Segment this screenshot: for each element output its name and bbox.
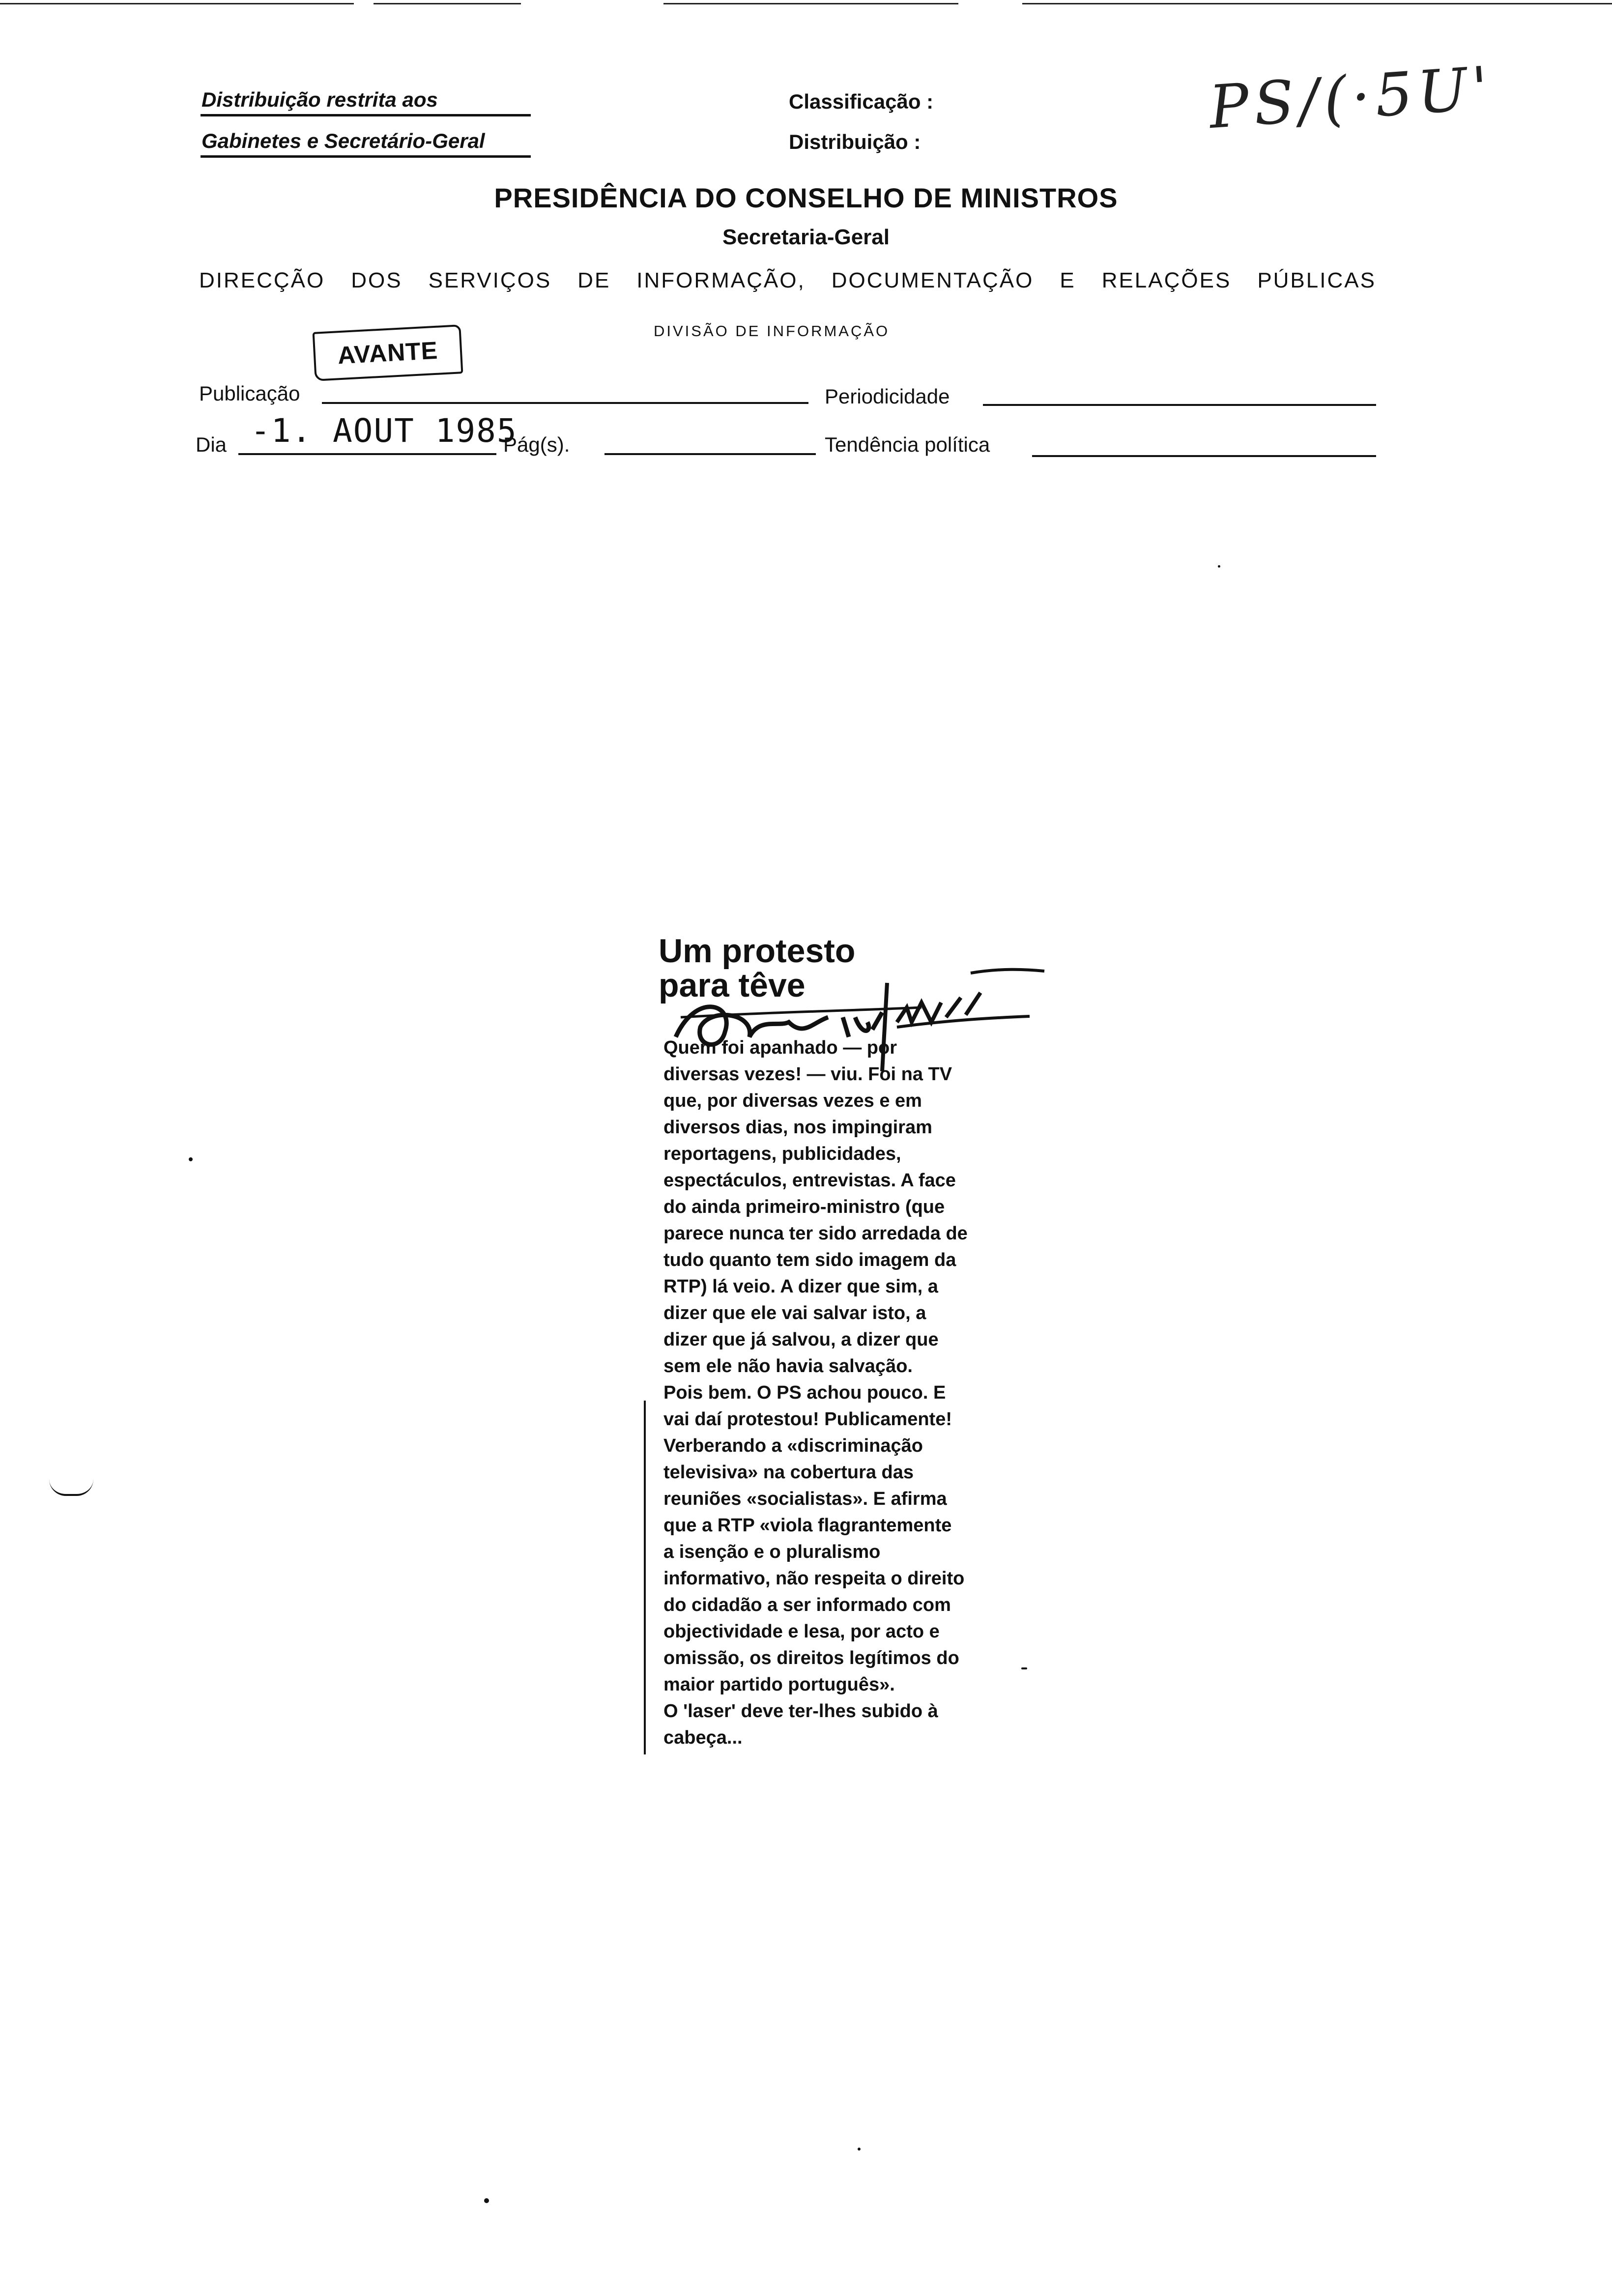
scan-speck <box>484 2198 489 2203</box>
direccao-word: PÚBLICAS <box>1257 268 1376 292</box>
scan-edge-line <box>0 3 354 4</box>
clipping-line: parece nunca ter sido arredada de <box>663 1223 968 1244</box>
clipping-line: dizer que já salvou, a dizer que <box>663 1329 939 1350</box>
scan-edge-line <box>1022 3 1612 4</box>
distribution-underline <box>201 155 531 158</box>
clipping-line: informativo, não respeita o direito <box>663 1568 965 1589</box>
classification-label: Classificação : <box>789 90 934 113</box>
scan-edge-line <box>374 3 521 4</box>
publication-field-line <box>322 402 808 404</box>
scan-edge-line <box>663 3 958 4</box>
clipping-line: Verberando a «discriminação <box>663 1435 923 1456</box>
scan-speck <box>1218 565 1220 568</box>
clipping-line: cabeça... <box>663 1727 743 1748</box>
scan-speck <box>1021 1667 1027 1669</box>
clipping-line: sem ele não havia salvação. <box>663 1356 913 1377</box>
clipping-line: a isenção e o pluralismo <box>663 1542 881 1562</box>
clipping-line: reuniões «socialistas». E afirma <box>663 1489 947 1509</box>
publication-label: Publicação <box>199 382 300 405</box>
clipping-line: diversos dias, nos impingiram <box>663 1117 932 1138</box>
clipping-line: maior partido português». <box>663 1674 895 1695</box>
clipping-line: O 'laser' deve ter-lhes subido à <box>663 1701 938 1722</box>
direccao-word: DIRECÇÃO <box>199 268 325 292</box>
pages-field-line <box>604 453 816 455</box>
page-subtitle: Secretaria-Geral <box>722 225 890 249</box>
clipping-line: dizer que ele vai salvar isto, a <box>663 1303 926 1323</box>
direccao-line <box>199 268 1376 293</box>
day-label: Dia <box>196 433 227 456</box>
clipping-line: diversas vezes! — viu. Foi na TV <box>663 1064 952 1085</box>
page-title: PRESIDÊNCIA DO CONSELHO DE MINISTROS <box>494 182 1118 213</box>
direccao-word: INFORMAÇÃO, <box>636 268 806 292</box>
pages-label: Pág(s). <box>503 433 570 456</box>
clipping-line: Pois bem. O PS achou pouco. E <box>663 1382 946 1403</box>
clipping-line: RTP) lá veio. A dizer que sim, a <box>663 1276 938 1297</box>
distribution-line-1: Distribuição restrita aos <box>202 88 438 111</box>
distribution-label: Distribuição : <box>789 130 921 153</box>
clipping-line: que, por diversas vezes e em <box>663 1091 922 1111</box>
clipping-line: do cidadão a ser informado com <box>663 1595 951 1615</box>
scan-speck <box>858 2148 861 2151</box>
clipping-line: vai daí protestou! Publicamente! <box>663 1409 952 1430</box>
direccao-word: DOCUMENTAÇÃO <box>831 268 1034 292</box>
division-label: DIVISÃO DE INFORMAÇÃO <box>654 322 890 340</box>
day-field-line <box>238 453 496 455</box>
publication-stamp: AVANTE <box>313 324 463 381</box>
clipping-line: espectáculos, entrevistas. A face <box>663 1170 956 1191</box>
clipping-body <box>663 1034 1003 1751</box>
direccao-word: SERVIÇOS <box>428 268 552 292</box>
clipping-margin-rule <box>644 1401 646 1754</box>
distribution-underline <box>201 114 531 116</box>
handwritten-note: PS/(·5U' <box>1207 54 1496 143</box>
political-tendency-field-line <box>1032 455 1376 457</box>
periodicity-field-line <box>983 404 1376 406</box>
clipping-line: reportagens, publicidades, <box>663 1144 901 1164</box>
clipping-line: Quem foi apanhado — por <box>663 1037 897 1058</box>
scan-mark <box>49 1479 93 1496</box>
periodicity-label: Periodicidade <box>825 385 950 408</box>
scan-speck <box>189 1157 193 1161</box>
clipping-line: omissão, os direitos legítimos do <box>663 1648 959 1668</box>
clipping-line: televisiva» na cobertura das <box>663 1462 914 1483</box>
direccao-word: DE <box>577 268 611 292</box>
direccao-word: RELAÇÕES <box>1101 268 1232 292</box>
distribution-line-2: Gabinetes e Secretário-Geral <box>202 129 485 152</box>
clipping-line: objectividade e lesa, por acto e <box>663 1621 940 1642</box>
political-tendency-label: Tendência política <box>825 433 990 456</box>
date-stamp: -1. AOUT 1985 <box>251 412 518 450</box>
clipping-title-line: Um protesto <box>659 932 856 970</box>
clipping-line: do ainda primeiro-ministro (que <box>663 1197 945 1217</box>
clipping-line: tudo quanto tem sido imagem da <box>663 1250 956 1270</box>
clipping-title-line: para têve <box>659 967 806 1004</box>
direccao-word: DOS <box>351 268 403 292</box>
clipping-line: que a RTP «viola flagrantemente <box>663 1515 952 1536</box>
direccao-word: E <box>1060 268 1076 292</box>
